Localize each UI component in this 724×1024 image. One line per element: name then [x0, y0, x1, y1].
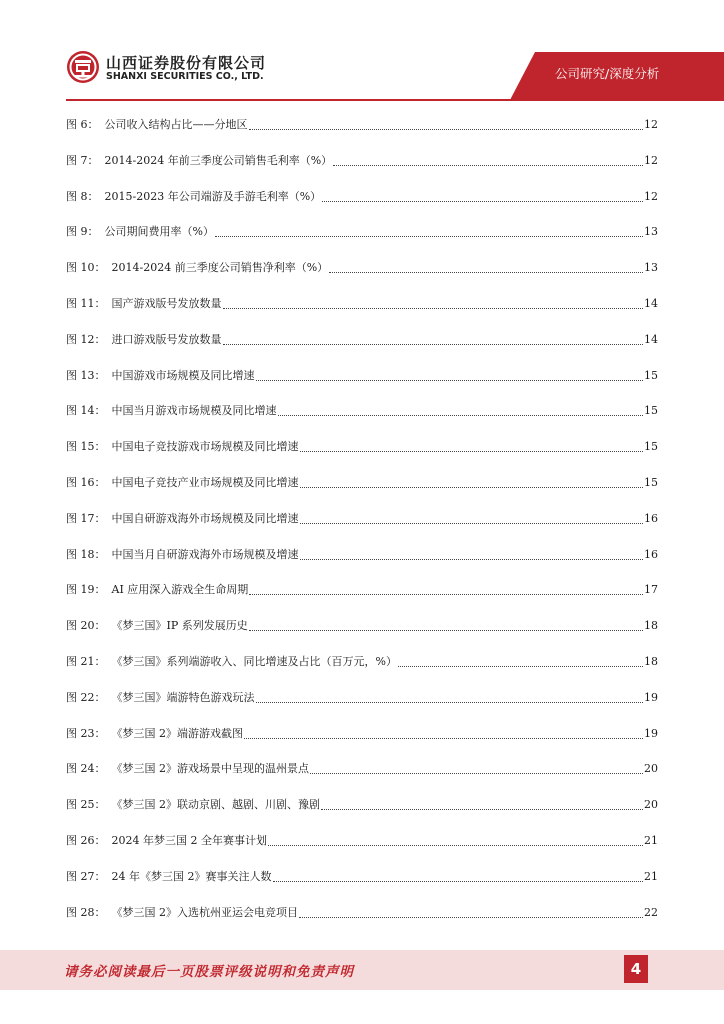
toc-entry[interactable]	[66, 762, 658, 798]
figure-number: 图 26：	[66, 833, 106, 847]
figure-number: 图 12：	[66, 332, 106, 346]
toc-entry[interactable]	[66, 834, 658, 870]
page-number: 4	[624, 955, 648, 983]
figure-title: 公司收入结构占比——分地区	[104, 118, 248, 131]
figure-number: 图 10：	[66, 261, 106, 275]
toc-entry[interactable]	[66, 691, 658, 727]
toc-entry[interactable]	[66, 906, 658, 942]
section-label: 公司研究/深度分析	[555, 66, 660, 81]
dot-leader	[244, 727, 643, 739]
figure-page: 15	[644, 404, 658, 418]
figure-title: 中国游戏市场规模及同比增速	[111, 368, 255, 382]
dot-leader	[300, 476, 644, 488]
figure-page: 20	[644, 762, 658, 776]
figure-title: 《梦三国》系列端游收入、同比增速及占比（百万元，%）	[111, 654, 397, 668]
figure-page: 12	[644, 153, 658, 167]
dot-leader	[223, 297, 644, 309]
toc-entry[interactable]	[66, 619, 658, 655]
figure-page: 19	[644, 690, 658, 704]
figure-title: 2015-2023 年公司端游及手游毛利率（%）	[104, 189, 322, 203]
figure-list	[66, 118, 658, 941]
figure-number: 图 23：	[66, 726, 106, 740]
dot-leader	[268, 834, 643, 846]
figure-number: 图 17：	[66, 511, 106, 525]
dot-leader	[310, 762, 643, 774]
dot-leader	[256, 691, 644, 703]
figure-title: 进口游戏版号发放数量	[111, 332, 222, 346]
company-name-en: SHANXI SECURITIES CO., LTD.	[106, 71, 264, 82]
figure-page: 22	[644, 905, 658, 919]
toc-entry[interactable]	[66, 404, 658, 440]
toc-entry[interactable]	[66, 297, 658, 333]
figure-page: 21	[644, 869, 658, 883]
header-rule	[66, 99, 724, 101]
dot-leader	[300, 512, 644, 524]
figure-page: 15	[644, 475, 658, 489]
figure-number: 图 6：	[66, 118, 99, 131]
figure-number: 图 11：	[66, 296, 106, 310]
figure-number: 图 24：	[66, 762, 106, 776]
figure-title: 中国自研游戏海外市场规模及同比增速	[111, 511, 299, 525]
toc-entry[interactable]	[66, 798, 658, 834]
dot-leader	[249, 118, 644, 130]
dot-leader	[273, 870, 644, 882]
figure-number: 图 19：	[66, 583, 106, 597]
toc-entry[interactable]	[66, 369, 658, 405]
dot-leader	[299, 906, 643, 918]
toc-entry[interactable]	[66, 225, 658, 261]
figure-page: 18	[644, 619, 658, 633]
figure-title: 《梦三国》IP 系列发展历史	[111, 619, 248, 633]
company-name-cn: 山西证券股份有限公司	[106, 54, 267, 72]
dot-leader	[321, 798, 643, 810]
dot-leader	[256, 369, 644, 381]
figure-number: 图 14：	[66, 404, 106, 418]
figure-page: 13	[644, 261, 658, 275]
figure-page: 15	[644, 440, 658, 454]
disclaimer-text: 请务必阅读最后一页股票评级说明和免责声明	[64, 964, 354, 980]
toc-entry[interactable]	[66, 583, 658, 619]
figure-title: 《梦三国 2》游戏场景中呈现的温州景点	[111, 762, 309, 776]
figure-page: 16	[644, 547, 658, 561]
figure-title: 2014-2024 年前三季度公司销售毛利率（%）	[104, 153, 333, 167]
toc-entry[interactable]	[66, 261, 658, 297]
figure-number: 图 20：	[66, 619, 106, 633]
figure-title: 《梦三国 2》端游游戏截图	[111, 726, 243, 740]
figure-number: 图 28：	[66, 905, 106, 919]
figure-page: 18	[644, 654, 658, 668]
figure-title: 2014-2024 前三季度公司销售净利率（%）	[111, 261, 329, 275]
header-banner	[0, 0, 724, 102]
toc-entry[interactable]	[66, 476, 658, 512]
toc-entry[interactable]	[66, 548, 658, 584]
figure-page: 12	[644, 189, 658, 203]
figure-page: 16	[644, 511, 658, 525]
figure-number: 图 27：	[66, 869, 106, 883]
dot-leader	[300, 548, 644, 560]
toc-entry[interactable]	[66, 440, 658, 476]
dot-leader	[278, 404, 644, 416]
figure-number: 图 18：	[66, 547, 106, 561]
figure-number: 图 22：	[66, 690, 106, 704]
toc-entry[interactable]	[66, 154, 658, 190]
figure-page: 19	[644, 726, 658, 740]
figure-page: 20	[644, 798, 658, 812]
toc-entry[interactable]	[66, 118, 658, 154]
figure-page: 21	[644, 833, 658, 847]
figure-title: 中国电子竞技游戏市场规模及同比增速	[111, 440, 299, 454]
figure-title: 《梦三国 2》入选杭州亚运会电竞项目	[111, 905, 298, 919]
toc-entry[interactable]	[66, 727, 658, 763]
toc-entry[interactable]	[66, 512, 658, 548]
figure-title: 《梦三国》端游特色游戏玩法	[111, 690, 255, 704]
figure-number: 图 21：	[66, 654, 106, 668]
figure-page: 17	[644, 583, 658, 597]
figure-number: 图 15：	[66, 440, 106, 454]
figure-number: 图 8：	[66, 189, 99, 203]
figure-page: 12	[644, 118, 658, 131]
toc-entry[interactable]	[66, 870, 658, 906]
figure-number: 图 13：	[66, 368, 106, 382]
page-header	[0, 0, 724, 102]
page-footer	[0, 950, 724, 990]
figure-title: 2024 年梦三国 2 全年赛事计划	[111, 833, 267, 847]
figure-page: 14	[644, 296, 658, 310]
figure-title: 24 年《梦三国 2》赛事关注人数	[111, 869, 272, 883]
dot-leader	[329, 261, 643, 273]
figure-page: 15	[644, 368, 658, 382]
dot-leader	[223, 333, 644, 345]
dot-leader	[249, 583, 643, 595]
dot-leader	[300, 440, 644, 452]
dot-leader	[249, 619, 643, 631]
figure-number: 图 16：	[66, 475, 106, 489]
dot-leader	[398, 655, 643, 667]
shanxi-securities-logo-icon	[66, 50, 100, 84]
figure-number: 图 7：	[66, 153, 99, 167]
figure-title: AI 应用深入游戏全生命周期	[111, 583, 249, 597]
figure-title: 国产游戏版号发放数量	[111, 296, 222, 310]
figure-title: 中国当月自研游戏海外市场规模及增速	[111, 547, 299, 561]
figure-title: 《梦三国 2》联动京剧、越剧、川剧、豫剧	[111, 798, 320, 812]
figure-title: 中国当月游戏市场规模及同比增速	[111, 404, 277, 418]
figure-page: 14	[644, 332, 658, 346]
toc-entry[interactable]	[66, 655, 658, 691]
figure-title: 公司期间费用率（%）	[104, 225, 214, 239]
figure-title: 中国电子竞技产业市场规模及同比增速	[111, 475, 299, 489]
dot-leader	[322, 190, 643, 202]
dot-leader	[333, 154, 643, 166]
figure-page: 13	[644, 225, 658, 239]
dot-leader	[215, 225, 643, 237]
toc-entry[interactable]	[66, 333, 658, 369]
figure-number: 图 9：	[66, 225, 99, 239]
toc-entry[interactable]	[66, 190, 658, 226]
figure-number: 图 25：	[66, 798, 106, 812]
